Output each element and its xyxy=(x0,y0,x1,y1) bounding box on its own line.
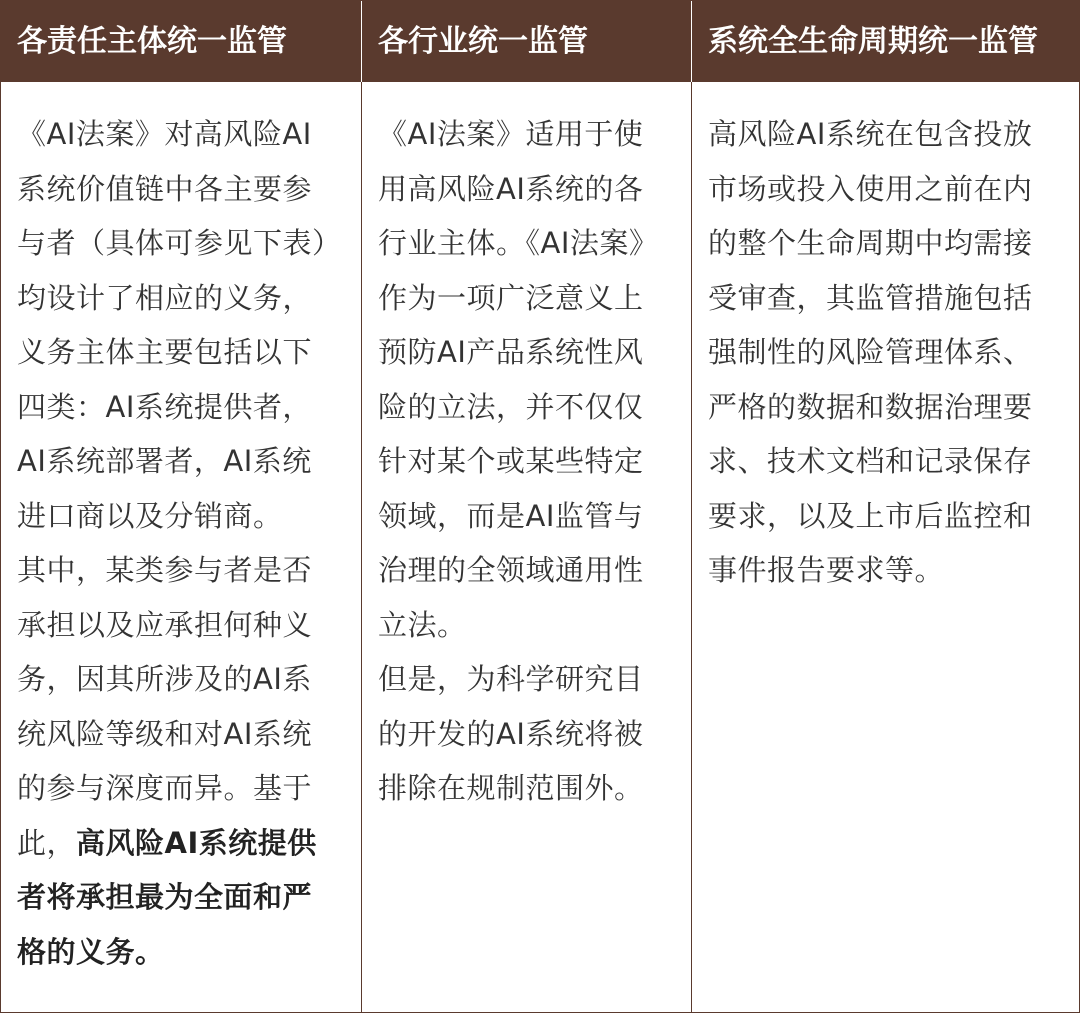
cell-text-line: 义务主体主要包括以下 xyxy=(17,335,313,369)
cell-text-line: 用高风险AI系统的各 xyxy=(378,171,644,206)
cell-text-line: 针对某个或某些特定 xyxy=(378,444,644,478)
cell-text-line: 系统价值链中各主要参 xyxy=(17,171,313,206)
cell-text-line: 排除在规制范围外。 xyxy=(378,771,644,805)
cell-text-line: 预防AI产品系统性风 xyxy=(378,335,644,369)
cell-text-line: 的参与深度而异。基于 xyxy=(17,771,313,805)
cell-text-line: 立法。 xyxy=(378,607,467,642)
cell-text-line: 强制性的风险管理体系、 xyxy=(708,335,1033,369)
table-cell-industry-supervision xyxy=(378,107,691,816)
cell-text-line: 要求，以及上市后监控和 xyxy=(708,498,1033,533)
cell-text-line: 严格的数据和数据治理要 xyxy=(708,389,1033,424)
cell-text-line: 的整个生命周期中均需接 xyxy=(708,226,1033,260)
cell-text-line: 行业主体。《AI法案》 xyxy=(378,226,659,260)
table-cell-lifecycle-supervision xyxy=(708,107,1078,598)
cell-text-line: 险的立法，并不仅仅 xyxy=(378,389,644,424)
cell-text-line: 治理的全领域通用性 xyxy=(378,553,644,587)
cell-text-line: 领域，而是AI监管与 xyxy=(378,498,644,533)
cell-text-line: 务，因其所涉及的AI系 xyxy=(17,662,312,696)
header-cell-lifecycle-supervision: 系统全生命周期统一监管 xyxy=(708,24,1038,59)
cell-text-line: AI系统部署者，AI系统 xyxy=(17,444,312,478)
cell-text-line: 统风险等级和对AI系统 xyxy=(17,716,312,751)
header-cell-entity-supervision: 各责任主体统一监管 xyxy=(17,24,287,59)
cell-text-line: 《AI法案》对高风险AI xyxy=(17,117,312,151)
table-cell-entity-supervision xyxy=(17,107,361,979)
cell-text-line: 均设计了相应的义务， xyxy=(17,280,313,315)
column-divider xyxy=(361,82,362,1012)
cell-text-line: 市场或投入使用之前在内 xyxy=(708,171,1033,206)
cell-text-line: 《AI法案》适用于使 xyxy=(378,117,644,151)
table-header-row xyxy=(1,1,1079,82)
column-divider xyxy=(691,82,692,1012)
cell-text-line: 高风险AI系统在包含投放 xyxy=(708,117,1033,151)
cell-text-line: 受审查，其监管措施包括 xyxy=(708,280,1033,315)
cell-text-line: 但是，为科学研究目 xyxy=(378,662,644,696)
cell-text-line: 四类：AI系统提供者， xyxy=(17,389,312,424)
cell-text-emphasis-line: 格的义务。 xyxy=(17,934,165,969)
cell-text-line-mixed xyxy=(17,816,361,871)
cell-text-line: 其中，某类参与者是否 xyxy=(17,553,313,587)
cell-text-line: 事件报告要求等。 xyxy=(708,553,945,587)
cell-text-line: 求、技术文档和记录保存 xyxy=(708,444,1033,478)
cell-text-line: 的开发的AI系统将被 xyxy=(378,716,644,751)
cell-text-prefix: 此， xyxy=(17,825,77,860)
cell-text-line: 承担以及应承担何种义 xyxy=(17,607,313,642)
cell-text-line: 与者（具体可参见下表） xyxy=(17,226,342,260)
cell-text-emphasis-line: 者将承担最为全面和严 xyxy=(17,880,313,914)
header-cell-industry-supervision: 各行业统一监管 xyxy=(378,24,588,59)
cell-text-line: 作为一项广泛意义上 xyxy=(378,280,644,315)
cell-text-emphasis: 高风险AI系统提供 xyxy=(76,825,317,860)
cell-text-line: 进口商以及分销商。 xyxy=(17,498,283,533)
